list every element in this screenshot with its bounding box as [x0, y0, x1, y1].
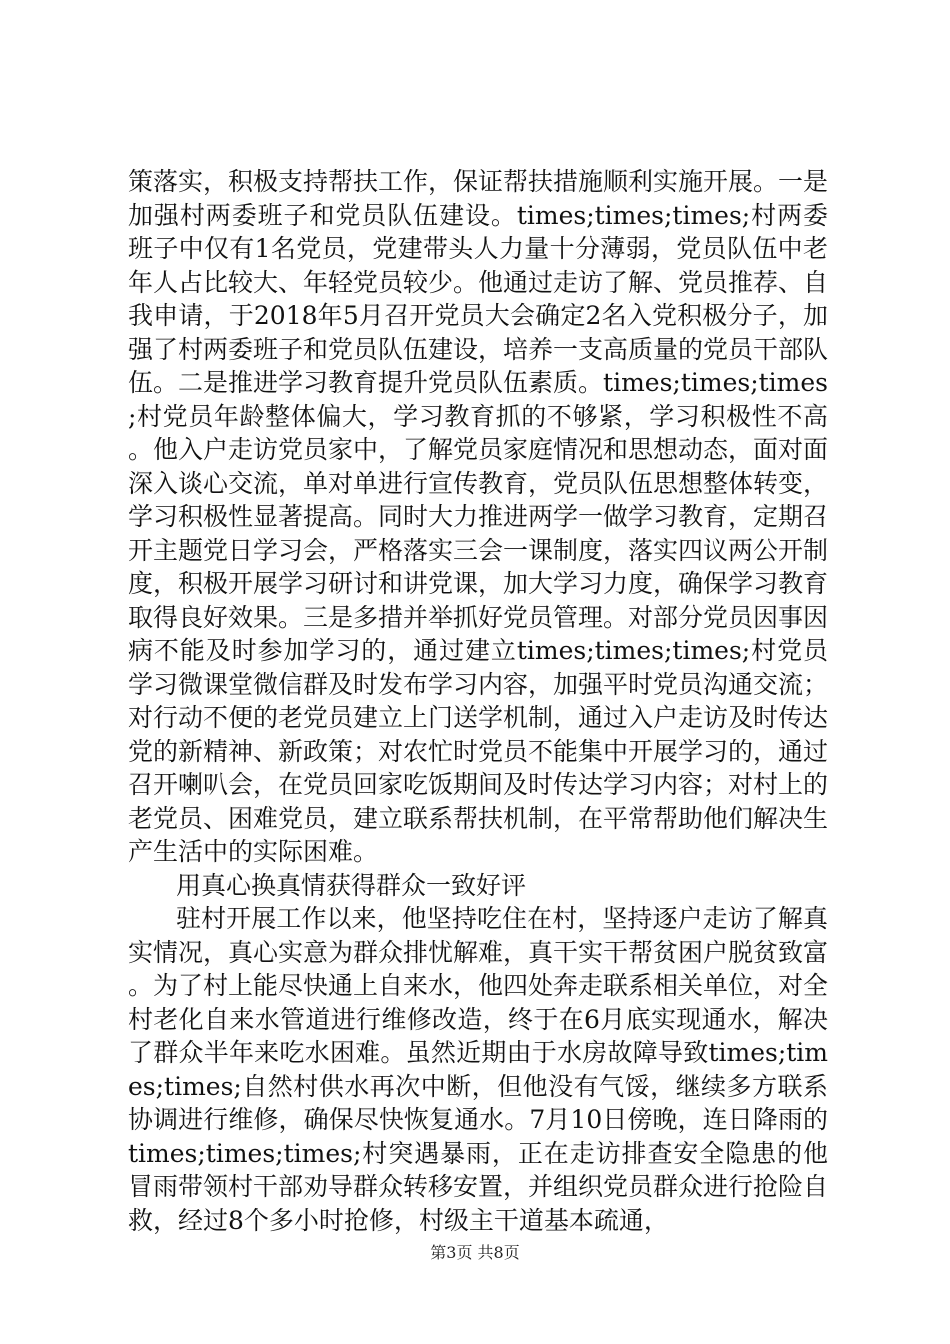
document-body — [128, 165, 828, 1237]
body-paragraph: 策落实，积极支持帮扶工作，保证帮扶措施顺利实施开展。一是加强村两委班子和党员队伍建设。times;times;times;村两委班子中仅有1名党员，党建带头人力量十分薄弱，党员队伍中老年人占比较大、年轻党员较少。他通过走访了解、党员推荐、自我申请，于2018年5月召开党员大会确定2名入党积极分子，加强了村两委班子和党员队伍建设，培养一支高质量的党员干部队伍。二是推进学习教育提升党员队伍素质。times;times;times;村党员年龄整体偏大，学习教育抓的不够紧，学习积极性不高。他入户走访党员家中，了解党员家庭情况和思想动态，面对面深入谈心交流，单对单进行宣传教育，党员队伍思想整体转变，学习积极性显著提高。同时大力推进两学一做学习教育，定期召开主题党日学习会，严格落实三会一课制度，落实四议两公开制度，积极开展学习研讨和讲党课，加大学习力度，确保学习教育取得良好效果。三是多措并举抓好党员管理。对部分党员因事因病不能及时参加学习的，通过建立times;times;times;村党员学习微课堂微信群及时发布学习内容，加强平时党员沟通交流；对行动不便的老党员建立上门送学机制，通过入户走访及时传达党的新精神、新政策；对农忙时党员不能集中开展学习的，通过召开喇叭会，在党员回家吃饭期间及时传达学习内容；对村上的老党员、困难党员，建立联系帮扶机制，在平常帮助他们解决生产生活中的实际困难。 — [128, 167, 829, 866]
section-heading: 用真心换真情获得群众一致好评 — [176, 870, 527, 900]
body-paragraph: 驻村开展工作以来，他坚持吃住在村，坚持逐户走访了解真实情况，真心实意为群众排忧解难，真干实干帮贫困户脱贫致富。为了村上能尽快通上自来水，他四处奔走联系相关单位，对全村老化自来水管道进行维修改造，终于在6月底实现通水，解决了群众半年来吃水困难。虽然近期由于水房故障导致times;times;times;自然村供水再次中断，但他没有气馁，继续多方联系协调进行维修，确保尽快恢复通水。7月10日傍晚，连日降雨的times;times;times;村突遇暴雨，正在走访排查安全隐患的他冒雨带领村干部劝导群众转移安置，并组织党员群众进行抢险自救，经过8个多小时抢修，村级主干道基本疏通， — [128, 904, 829, 1235]
page-number: 第3页 共8页 — [430, 1243, 520, 1262]
